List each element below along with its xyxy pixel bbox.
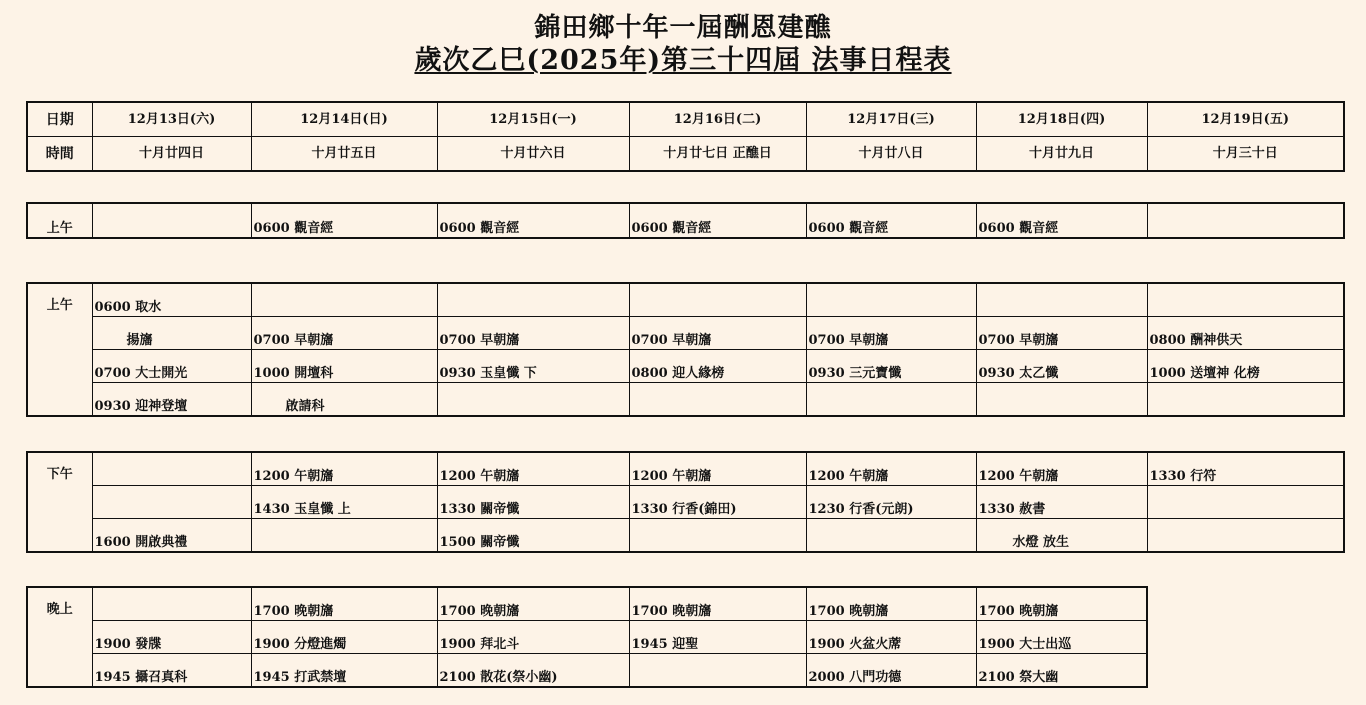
- schedule-cell: 水燈 放生: [976, 519, 1147, 553]
- schedule-cell: 1200 午朝旛: [251, 452, 437, 486]
- schedule-cell: 0800 迎人緣榜: [629, 350, 806, 383]
- session-label: 晚上: [27, 587, 92, 687]
- schedule-cell: 1230 行香(元朗): [806, 486, 976, 519]
- schedule-cell: 啟請科: [251, 383, 437, 417]
- schedule-cell: 1200 午朝旛: [806, 452, 976, 486]
- morning-table: [26, 282, 1345, 417]
- schedule-title: 錦田鄉十年一屆酬恩建醮: [534, 13, 832, 43]
- day-lunar: 十月三十日: [1147, 137, 1344, 172]
- date-label: 日期: [27, 102, 92, 137]
- day-lunar: 十月廿五日: [251, 137, 437, 172]
- schedule-cell: 1200 午朝旛: [976, 452, 1147, 486]
- morning-early-table: [26, 202, 1345, 239]
- schedule-cell: 1200 午朝旛: [629, 452, 806, 486]
- day-date: 12月16日(二): [629, 102, 806, 137]
- schedule-cell: 1945 迎聖: [629, 621, 806, 654]
- schedule-cell: [92, 587, 251, 621]
- schedule-cell: 1700 晚朝旛: [437, 587, 629, 621]
- session-label: 上午: [27, 283, 92, 416]
- schedule-cell: 1430 玉皇懺 上: [251, 486, 437, 519]
- schedule-cell: 0600 觀音經: [251, 203, 437, 238]
- evening-table: [26, 586, 1148, 688]
- schedule-cell: 1900 發牒: [92, 621, 251, 654]
- schedule-cell: [629, 383, 806, 417]
- schedule-cell: 1330 關帝懺: [437, 486, 629, 519]
- session-label: 上午: [27, 203, 92, 238]
- schedule-cell: 0700 大士開光: [92, 350, 251, 383]
- schedule-cell: 1900 拜北斗: [437, 621, 629, 654]
- schedule-cell: 0600 觀音經: [976, 203, 1147, 238]
- date-header-table: [26, 101, 1345, 172]
- schedule-cell: 1330 行香(錦田): [629, 486, 806, 519]
- schedule-cell: 0700 早朝旛: [976, 317, 1147, 350]
- schedule-cell: 揚旛: [92, 317, 251, 350]
- schedule-cell: 1000 開壇科: [251, 350, 437, 383]
- schedule-cell: 1700 晚朝旛: [629, 587, 806, 621]
- schedule-cell: [806, 383, 976, 417]
- schedule-cell: 0700 早朝旛: [806, 317, 976, 350]
- schedule-cell: 0930 玉皇懺 下: [437, 350, 629, 383]
- schedule-cell: [629, 519, 806, 553]
- day-date: 12月14日(日): [251, 102, 437, 137]
- schedule-cell: 1700 晚朝旛: [251, 587, 437, 621]
- schedule-cell: 1330 行符: [1147, 452, 1344, 486]
- schedule-cell: 2100 祭大幽: [976, 654, 1147, 688]
- schedule-cell: 0800 酬神供天: [1147, 317, 1344, 350]
- schedule-cell: [1147, 203, 1344, 238]
- schedule-cell: [1147, 283, 1344, 317]
- schedule-cell: 0700 早朝旛: [629, 317, 806, 350]
- day-date: 12月19日(五): [1147, 102, 1344, 137]
- schedule-cell: 1500 關帝懺: [437, 519, 629, 553]
- schedule-cell: 1900 大士出巡: [976, 621, 1147, 654]
- day-lunar: 十月廿八日: [806, 137, 976, 172]
- day-date: 12月15日(一): [437, 102, 629, 137]
- schedule-cell: 1330 赦書: [976, 486, 1147, 519]
- schedule-cell: 1900 火盆火蓆: [806, 621, 976, 654]
- schedule-cell: 0930 三元寶懺: [806, 350, 976, 383]
- schedule-cell: [1147, 383, 1344, 417]
- schedule-cell: 1200 午朝旛: [437, 452, 629, 486]
- afternoon-table: [26, 451, 1345, 553]
- schedule-cell: 0700 早朝旛: [251, 317, 437, 350]
- schedule-cell: 1000 送壇神 化榜: [1147, 350, 1344, 383]
- schedule-cell: 0600 觀音經: [437, 203, 629, 238]
- schedule-cell: 0700 早朝旛: [437, 317, 629, 350]
- schedule-cell: [629, 283, 806, 317]
- schedule-cell: [437, 283, 629, 317]
- schedule-cell: [437, 383, 629, 417]
- day-date: 12月18日(四): [976, 102, 1147, 137]
- schedule-cell: 2000 八門功德: [806, 654, 976, 688]
- schedule-cell: [251, 519, 437, 553]
- day-date: 12月17日(三): [806, 102, 976, 137]
- schedule-cell: 1945 打武禁壇: [251, 654, 437, 688]
- session-label: 下午: [27, 452, 92, 552]
- schedule-cell: 2100 散花(祭小幽): [437, 654, 629, 688]
- schedule-cell: 1600 開啟典禮: [92, 519, 251, 553]
- schedule-cell: [1147, 486, 1344, 519]
- schedule-cell: [629, 654, 806, 688]
- schedule-cell: 0600 觀音經: [629, 203, 806, 238]
- time-label: 時間: [27, 137, 92, 172]
- schedule-cell: 0600 取水: [92, 283, 251, 317]
- day-lunar: 十月廿四日: [92, 137, 251, 172]
- schedule-cell: 1700 晚朝旛: [976, 587, 1147, 621]
- schedule-cell: 1900 分燈進燭: [251, 621, 437, 654]
- schedule-cell: [92, 203, 251, 238]
- schedule-cell: 0930 迎神登壇: [92, 383, 251, 417]
- schedule-cell: 0930 太乙懺: [976, 350, 1147, 383]
- schedule-cell: [92, 452, 251, 486]
- schedule-cell: [976, 383, 1147, 417]
- schedule-cell: 0600 觀音經: [806, 203, 976, 238]
- schedule-cell: [976, 283, 1147, 317]
- schedule-subtitle: 歲次乙巳(2025年)第三十四屆 法事日程表: [414, 45, 952, 76]
- day-lunar: 十月廿七日 正醮日: [629, 137, 806, 172]
- schedule-cell: [806, 283, 976, 317]
- schedule-cell: 1945 攝召真科: [92, 654, 251, 688]
- day-lunar: 十月廿九日: [976, 137, 1147, 172]
- schedule-cell: 1700 晚朝旛: [806, 587, 976, 621]
- schedule-cell: [806, 519, 976, 553]
- day-date: 12月13日(六): [92, 102, 251, 137]
- schedule-cell: [1147, 519, 1344, 553]
- schedule-cell: [251, 283, 437, 317]
- schedule-cell: [92, 486, 251, 519]
- day-lunar: 十月廿六日: [437, 137, 629, 172]
